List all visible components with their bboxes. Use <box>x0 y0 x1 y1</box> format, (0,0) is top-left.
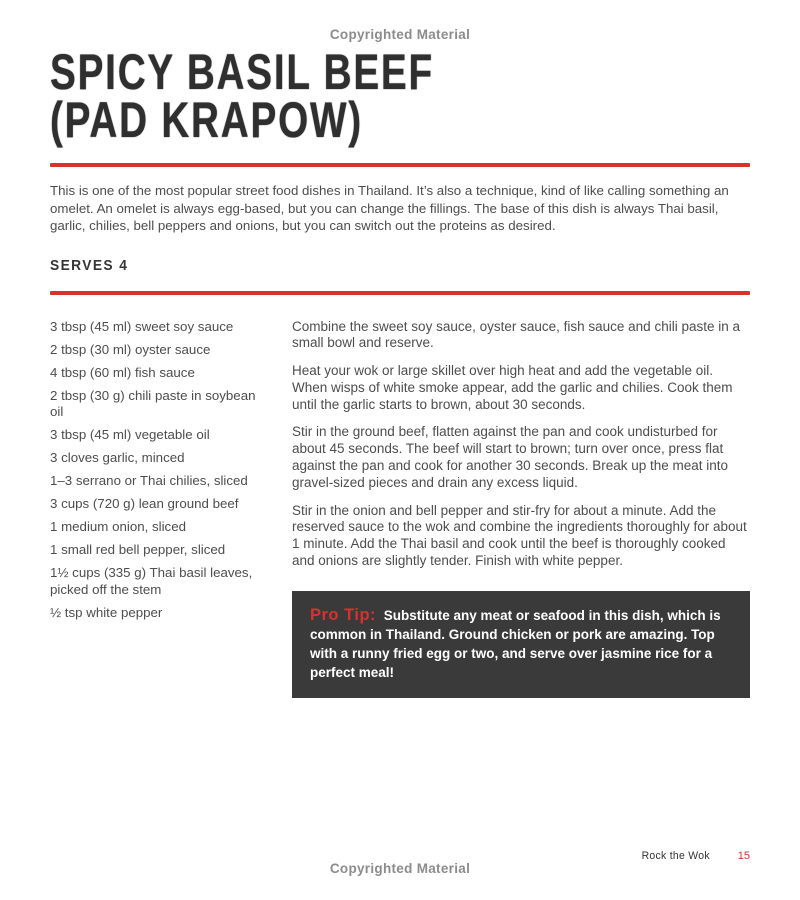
ingredient-item: 4 tbsp (60 ml) fish sauce <box>50 364 195 380</box>
page-number: 15 <box>737 850 750 862</box>
ingredient-item: 1–3 serrano or Thai chilies, sliced <box>50 473 248 488</box>
copyright-notice-top: Copyrighted Material <box>329 27 471 42</box>
ingredient-item: 3 cloves garlic, minced <box>50 450 185 465</box>
ingredient-item: ½ tsp white pepper <box>50 604 163 620</box>
instruction-step: Stir in the ground beef, flatten against the pan and cook undisturbed for about 45 seconds. The beef will start to brown; turn over once, press flat against the pan and cook for another 30 seconds. Break up the meat into gravel-sized pieces and drain any excess liquid. <box>292 424 729 490</box>
recipe-title <box>50 44 666 168</box>
recipe-body <box>50 319 750 698</box>
pro-tip-text: Substitute any meat or seafood in this dish, which is common in Thailand. Ground chicken or pork are amazing. Top with a runny fried egg or two, and serve over jasmine rice for a perfect meal! <box>310 607 721 680</box>
ingredient-item: 3 tbsp (45 ml) vegetable oil <box>50 427 210 442</box>
instructions <box>292 319 750 698</box>
instruction-step: Stir in the onion and bell pepper and stir-fry for about a minute. Add the reserved sauce to the wok and combine the ingredients thoroughly for about 1 minute. Add the Thai basil and cook until the beef is thoroughly cooked and onions are slightly tender. Finish with white pepper. <box>292 502 747 569</box>
ingredient-item: 1½ cups (335 g) Thai basil leaves, picked off the stem <box>50 565 253 597</box>
ingredient-item: 2 tbsp (30 ml) oyster sauce <box>50 341 211 357</box>
recipe-title-line2: (PAD KRAPOW) <box>50 92 363 149</box>
divider-rule-serves <box>50 291 750 295</box>
ingredient-item: 1 medium onion, sliced <box>50 519 186 534</box>
ingredient-item: 1 small red bell pepper, sliced <box>50 542 226 557</box>
book-title: Rock the Wok <box>641 850 710 862</box>
recipe-title-line1: SPICY BASIL BEEF <box>50 44 434 101</box>
serves-label: SERVES 4 <box>50 256 129 274</box>
pro-tip-box <box>292 591 750 698</box>
pro-tip-label: Pro Tip: <box>310 605 377 624</box>
recipe-intro: This is one of the most popular street food dishes in Thailand. It’s also a technique, kind of like calling something an omelet. An omelet is always egg-based, but you can change the fillings. The base of this dish is always Thai basil, garlic, chilies, bell peppers and onions, but you can switch out the proteins as desired. <box>50 183 729 233</box>
instruction-step: Combine the sweet soy sauce, oyster sauce, fish sauce and chili paste in a small bowl and reserve. <box>292 318 740 351</box>
ingredients-list <box>50 319 262 698</box>
instruction-step: Heat your wok or large skillet over high heat and add the vegetable oil. When wisps of white smoke appear, add the garlic and chilies. Cook them until the garlic starts to brown, about 30 seconds. <box>292 363 733 412</box>
ingredient-item: 3 tbsp (45 ml) sweet soy sauce <box>50 318 234 334</box>
copyright-notice-bottom: Copyrighted Material <box>329 861 471 876</box>
ingredient-item: 2 tbsp (30 g) chili paste in soybean oil <box>50 387 256 419</box>
ingredient-item: 3 cups (720 g) lean ground beef <box>50 496 239 511</box>
